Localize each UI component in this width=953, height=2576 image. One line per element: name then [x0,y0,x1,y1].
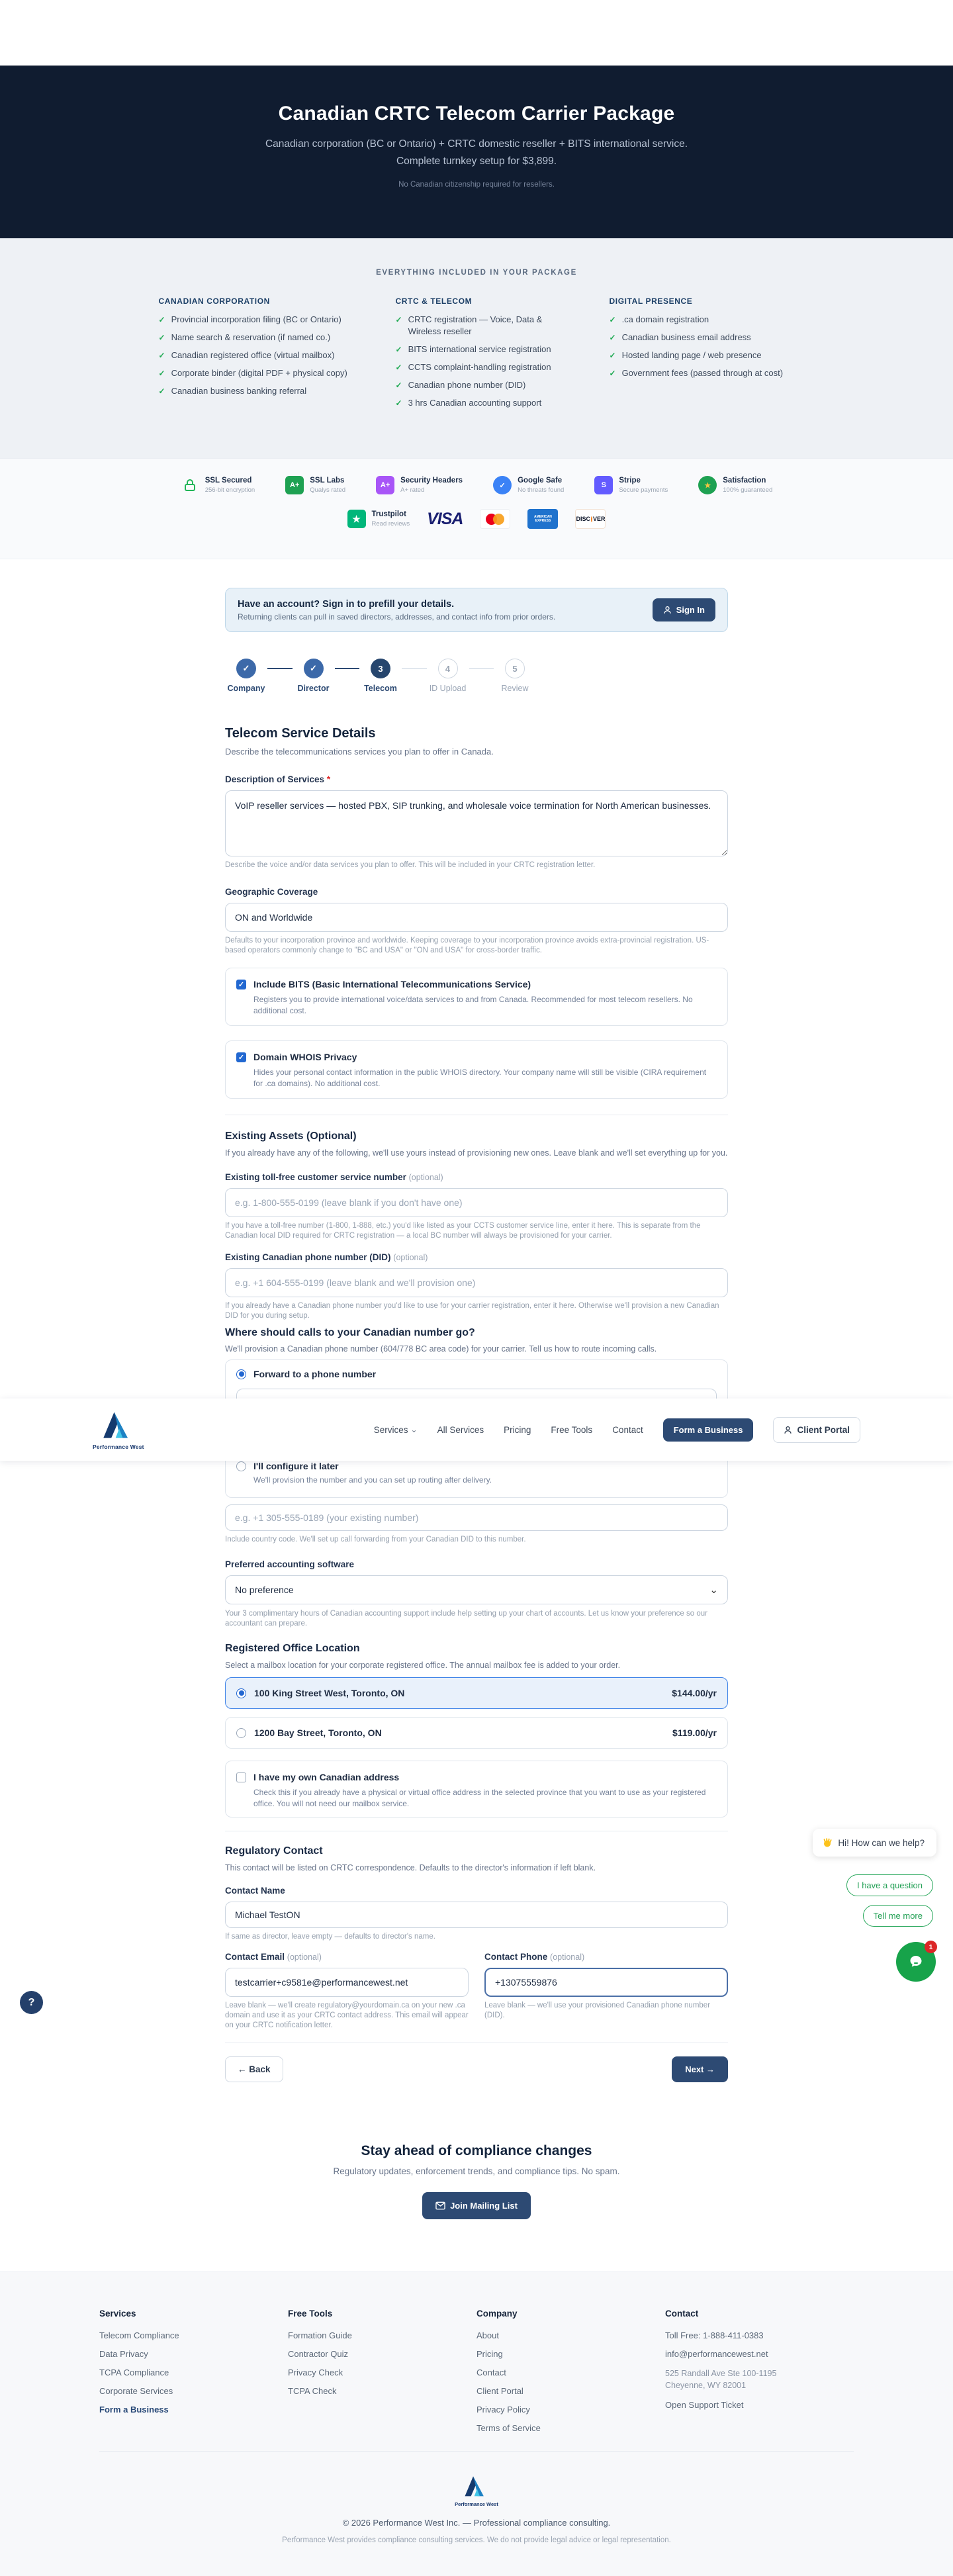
step-id-upload[interactable]: 4 ID Upload [427,659,469,694]
check-icon: ✓ [158,333,165,342]
package-item: ✓ Name search & reservation (if named co.) [158,332,331,342]
footer-link[interactable]: Formation Guide [288,2330,352,2340]
office-location-heading: Registered Office Location [225,1643,360,1654]
navbar-logo[interactable]: Performance West [93,1409,144,1450]
sign-in-button[interactable]: Sign In [653,598,715,621]
description-of-services-label: Description of Services * [225,774,331,784]
column-title: DIGITAL PRESENCE [609,297,693,306]
contact-email-input[interactable] [225,1968,469,1997]
whois-title: Domain WHOIS Privacy [253,1052,357,1062]
step-connector [267,668,293,669]
mastercard-logo [480,509,510,529]
did-label: Existing Canadian phone number (DID) (optional) [225,1252,428,1262]
step-circle: 4 [438,659,458,678]
includes-column-corporation [159,297,357,415]
includes-heading: EVERYTHING INCLUDED IN YOUR PACKAGE [376,269,577,277]
accounting-software-label: Preferred accounting software [225,1559,355,1569]
route-later-label: I'll configure it later [253,1461,339,1471]
mailing-cta-description: Regulatory updates, enforcement trends, and compliance tips. No spam. [333,2166,620,2176]
accounting-software-hint: Your 3 complimentary hours of Canadian accounting support include help setting up your chart of accounts. Let us know your preference so our accountant can prepare. [225,1610,707,1628]
own-address-title: I have my own Canadian address [253,1772,400,1782]
footer-link[interactable]: TCPA Compliance [99,2368,169,2377]
package-item: ✓ BITS international service registration [395,344,551,354]
mailbox-option-bay-street[interactable]: 1200 Bay Street, Toronto, ON $119.00/yr [225,1717,728,1749]
check-icon: ✓ [158,387,165,396]
footer-link[interactable]: Privacy Policy [476,2405,530,2415]
chevron-down-icon: ⌄ [410,1425,418,1434]
chat-bubble-icon [906,1952,926,1972]
package-item: ✓ .ca domain registration [609,314,709,324]
accounting-software-select[interactable]: No preference ⌄ [225,1575,728,1604]
footer-link-form-a-business[interactable]: Form a Business [99,2405,169,2415]
regulatory-contact-description: This contact will be listed on CRTC correspondence. Defaults to the director's information if left blank. [225,1863,596,1872]
own-address-checkbox-card[interactable] [225,1761,728,1817]
did-input[interactable] [225,1268,728,1297]
bits-title: Include BITS (Basic International Telecommunications Service) [253,979,531,989]
site-navbar [0,1399,953,1461]
nav-all-services[interactable]: All Services [437,1424,484,1435]
includes-column-digital [610,297,795,415]
description-hint: Describe the voice and/or data services you plan to offer. This will be included in your CRTC registration letter. [225,861,596,869]
forward-number-hint: Include country code. We'll set up call forwarding from your Canadian DID to this number. [225,1536,526,1543]
badge-stripe: S Stripe Secure payments [594,476,668,494]
footer-link[interactable]: Privacy Check [288,2368,343,2377]
discover-logo: DISC VER [575,509,606,529]
form-a-business-button[interactable]: Form a Business [663,1418,754,1442]
footer-link[interactable]: Corporate Services [99,2386,173,2396]
did-hint: If you already have a Canadian phone number you'd like to use for your carrier registration, enter it here. Otherwise we'll provision a new Canadian DID for you during setup. [225,1302,719,1320]
package-item: ✓ Provincial incorporation filing (BC or Ontario) [158,314,341,324]
package-item: ✓ Canadian business banking referral [158,386,307,396]
footer-column-contact: Contact Toll Free: 1-888-411-0383 info@performancewest.net 525 Randall Ave Ste 100-1195 Cheyenne, WY 82001 Open Support Ticket [665,2309,854,2442]
step-connector [469,668,494,669]
step-company[interactable]: ✓ Company [225,659,267,694]
step-circle: 3 [371,659,390,678]
package-item: ✓ CRTC registration — Voice, Data & Wireless reseller [395,314,543,336]
step-circle: ✓ [304,659,324,678]
signin-subtitle: Returning clients can pull in saved directors, addresses, and contact info from prior orders. [238,612,556,621]
nav-free-tools[interactable]: Free Tools [551,1424,593,1435]
footer-divider [99,2451,854,2452]
visa-logo: VISA [427,509,463,528]
hero-subtitle: Canadian corporation (BC or Ontario) + CRTC domestic reseller + BITS international service. Complete turnkey setup for $3,899. [265,138,688,167]
contact-name-hint: If same as director, leave empty — defaults to director's name. [225,1933,435,1941]
package-includes-section [0,238,953,458]
route-forward-label: Forward to a phone number [253,1369,377,1379]
forward-number-input[interactable] [225,1504,728,1531]
whois-privacy-checkbox-card[interactable] [225,1040,728,1099]
badge-ssl-labs: A+ SSL Labs Qualys rated [285,476,345,494]
footer-column-free-tools: Free Tools Formation Guide Contractor Quiz Privacy Check TCPA Check [288,2309,476,2442]
wave-emoji-icon [822,1837,833,1848]
nav-pricing[interactable]: Pricing [504,1424,531,1435]
package-item: ✓ CCTS complaint-handling registration [395,362,551,372]
package-item: ✓ Hosted landing page / web presence [609,350,762,360]
package-item: ✓ 3 hrs Canadian accounting support [395,398,542,408]
back-button[interactable]: ← Back [225,2056,283,2082]
regulatory-contact-heading: Regulatory Contact [225,1845,323,1857]
bits-description: Registers you to provide international voice/data services to and from Canada. Recommended for most telecom resellers. No additional cost. [253,995,693,1015]
footer-address: 525 Randall Ave Ste 100-1195 Cheyenne, WY 82001 [665,2369,777,2390]
footer-link[interactable]: Pricing [476,2349,503,2359]
package-item: ✓ Corporate binder (digital PDF + physical copy) [158,368,347,378]
own-address-description: Check this if you already have a physical or virtual office address in the selected province that you want to use as your registered office. You will not need our mailbox service. [253,1788,706,1808]
footer-link[interactable]: Client Portal [476,2386,523,2396]
lock-icon [181,476,199,494]
join-mailing-list-button[interactable]: Join Mailing List [422,2192,531,2219]
chat-unread-badge: 1 [925,1941,937,1953]
step-director[interactable]: ✓ Director [293,659,335,694]
whois-description: Hides your personal contact information in the public WHOIS directory. Your company name will still be visible (CIRA requirement for .ca domains). No additional cost. [253,1068,707,1088]
step-connector [335,668,360,669]
description-of-services-textarea[interactable] [225,790,728,856]
form-subtitle: Describe the telecommunications services you plan to offer in Canada. [225,747,494,757]
tollfree-hint: If you have a toll-free number (1-800, 1-888, etc.) you'd like listed as your CCTS customer service line, enter it here. This is separate from the Canadian local DID required for CRTC registration — a local BC number will always be provisioned for your carrier. [225,1222,701,1240]
help-button[interactable]: ? [20,1991,43,2014]
footer-support-ticket-link[interactable]: Open Support Ticket [665,2400,744,2410]
contact-email-label: Contact Email (optional) [225,1952,322,1962]
step-connector [402,668,427,669]
footer-link[interactable]: Contractor Quiz [288,2349,349,2359]
badge-trustpilot[interactable]: ★ Trustpilot Read reviews [347,510,410,528]
badge-ssl-secured: SSL Secured 256-bit encryption [181,476,255,494]
check-icon: ✓ [609,333,616,342]
geographic-coverage-hint: Defaults to your incorporation province and worldwide. Keeping coverage to your incorporation province avoids extra-provincial registration. US-based operators commonly change to "BC and USA" or "ON and USA" for cross-border traffic. [225,937,709,954]
bits-checkbox[interactable] [236,980,246,989]
signin-banner [225,588,728,632]
next-button[interactable]: Next → [672,2056,728,2082]
top-spacer [0,0,953,66]
disclaimer: Performance West provides compliance consulting services. We do not provide legal advice or legal representation. [282,2536,671,2544]
existing-assets-heading: Existing Assets (Optional) [225,1130,357,1142]
chat-quick-reply-question[interactable]: I have a question [846,1874,933,1896]
grade-icon: A+ [285,476,304,494]
chat-greeting-card: Hi! How can we help? [813,1829,936,1857]
footer-link[interactable]: About [476,2330,499,2340]
stripe-icon: S [594,476,613,494]
column-title: CANADIAN CORPORATION [158,297,270,306]
nav-contact[interactable]: Contact [612,1424,643,1435]
tollfree-label: Existing toll-free customer service number (optional) [225,1172,443,1182]
mailbox-radio[interactable] [236,1728,246,1738]
footer-link[interactable]: Data Privacy [99,2349,148,2359]
amex-logo: AMERICAN EXPRESS [527,509,558,529]
contact-name-input[interactable] [225,1902,728,1928]
step-circle: ✓ [236,659,256,678]
footer-email[interactable]: info@performancewest.net [665,2349,768,2359]
person-icon [784,1426,792,1434]
badge-satisfaction: ★ Satisfaction 100% guaranteed [698,476,772,494]
chevron-down-icon: ⌄ [709,1585,718,1596]
step-telecom[interactable]: 3 Telecom [359,659,402,694]
grade-icon: A+ [376,476,394,494]
contact-phone-hint: Leave blank — we'll use your provisioned Canadian phone number (DID). [484,2001,711,2019]
includes-column-crtc [396,297,571,415]
contact-phone-input[interactable] [484,1968,728,1997]
chat-quick-reply-tell-me-more[interactable]: Tell me more [863,1905,933,1927]
check-icon: ✓ [609,369,616,378]
footer [0,2272,953,2576]
footer-column-services: Services Telecom Compliance Data Privacy TCPA Compliance Corporate Services Form a Business [99,2309,288,2442]
contact-email-hint: Leave blank — we'll create regulatory@yourdomain.ca on your new .ca domain and use it as your CRTC contact address. This email will appear on your CRTC notification letter. [225,2001,469,2029]
mailbox-price: $144.00/yr [672,1688,717,1698]
step-circle: 5 [505,659,525,678]
own-address-checkbox[interactable] [236,1772,246,1782]
route-forward-radio[interactable] [236,1369,246,1379]
footer-link[interactable]: TCPA Check [288,2386,337,2396]
check-icon: ✓ [609,315,616,324]
performance-west-logo-icon [463,2474,490,2497]
footer-column-company: Company About Pricing Contact Client Portal Privacy Policy Terms of Service [476,2309,665,2442]
form-title: Telecom Service Details [225,726,376,741]
mail-icon [435,2201,445,2210]
bits-checkbox-card[interactable] [225,968,728,1026]
copyright: © 2026 Performance West Inc. — Professional compliance consulting. [342,2518,611,2528]
progress-steps [225,659,536,694]
contact-name-label: Contact Name [225,1886,285,1896]
page-title: Canadian CRTC Telecom Carrier Package [278,103,675,124]
check-icon: ✓ [158,369,165,378]
package-item: ✓ Canadian business email address [609,332,751,342]
hero-section [0,66,953,238]
footer-link[interactable]: Telecom Compliance [99,2330,179,2340]
call-routing-heading: Where should calls to your Canadian number go? [225,1327,475,1338]
chat-launcher-button[interactable] [896,1942,936,1982]
package-item: ✓ Government fees (passed through at cost) [609,368,784,378]
mailbox-option-king-street[interactable]: 100 King Street West, Toronto, ON $144.00/yr [225,1677,728,1709]
contact-phone-label: Contact Phone (optional) [484,1952,585,1962]
geographic-coverage-input[interactable] [225,903,728,932]
check-icon: ✓ [395,345,402,354]
package-item: ✓ Canadian registered office (virtual mailbox) [158,350,335,360]
check-icon: ✓ [395,398,402,408]
badge-security-headers: A+ Security Headers A+ rated [376,476,463,494]
footer-link[interactable]: Contact [476,2368,506,2377]
tollfree-input[interactable] [225,1188,728,1217]
check-icon: ✓ [609,351,616,360]
step-review[interactable]: 5 Review [494,659,536,694]
mailbox-radio[interactable] [236,1688,246,1698]
trustpilot-star-icon: ★ [347,510,366,528]
route-later-radio[interactable] [236,1461,246,1471]
column-title: CRTC & TELECOM [395,297,473,306]
mailing-cta-heading: Stay ahead of compliance changes [361,2143,592,2158]
star-icon: ★ [698,476,717,494]
person-icon [663,606,672,614]
check-icon: ✓ [395,381,402,390]
check-icon: ✓ [395,363,402,372]
package-item: ✓ Canadian phone number (DID) [395,380,526,390]
nav-services-menu[interactable]: Services ⌄ [373,1424,418,1435]
mailbox-price: $119.00/yr [672,1727,717,1738]
footer-link[interactable]: Terms of Service [476,2423,541,2433]
footer-tollfree: Toll Free: 1-888-411-0383 [665,2330,764,2340]
existing-assets-description: If you already have any of the following, we'll use yours instead of provisioning new ones. Leave blank and we'll set everything up for you. [225,1148,728,1158]
check-icon: ✓ [158,315,165,324]
footer-brand: Performance West [0,2474,953,2507]
office-location-description: Select a mailbox location for your corporate registered office. The annual mailbox fee is added to your order. [225,1661,621,1670]
badge-google-safe: ✓ Google Safe No threats found [493,476,564,494]
check-icon: ✓ [158,351,165,360]
call-routing-description: We'll provision a Canadian phone number (604/778 BC area code) for your carrier. Tell us how to route incoming calls. [225,1344,657,1354]
discover-dot-icon [591,516,592,522]
trust-badges-section [0,458,953,559]
performance-west-logo-icon [101,1409,136,1440]
route-later-description: We'll provision the number and you can set up routing after delivery. [253,1475,492,1485]
client-portal-button[interactable]: Client Portal [773,1417,860,1443]
signin-title: Have an account? Sign in to prefill your details. [238,598,455,610]
whois-privacy-checkbox[interactable] [236,1052,246,1062]
hero-note: No Canadian citizenship required for resellers. [398,181,555,189]
shield-check-icon: ✓ [493,476,512,494]
geographic-coverage-label: Geographic Coverage [225,887,318,897]
check-icon: ✓ [395,315,402,324]
